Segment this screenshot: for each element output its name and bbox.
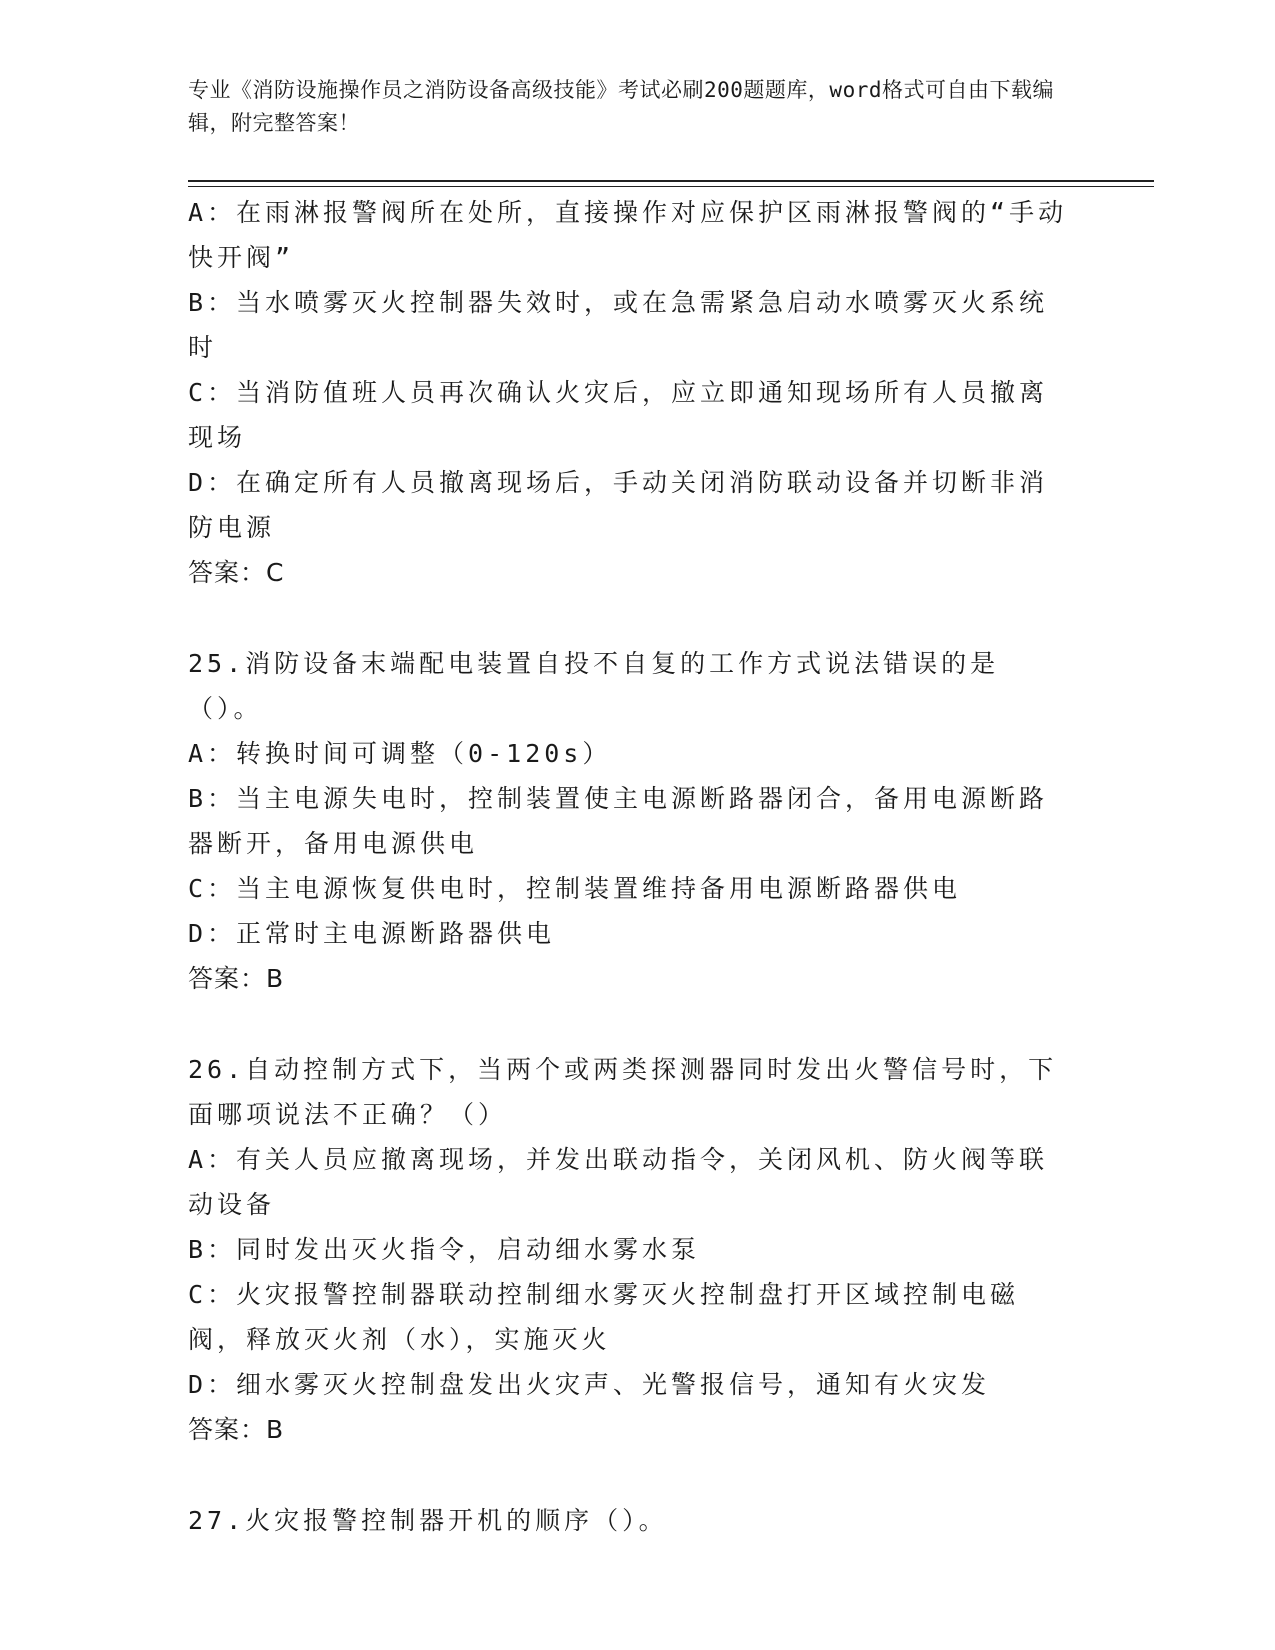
question-block-26 bbox=[188, 1047, 1070, 1452]
question-text: 25.消防设备末端配电装置自投不自复的工作方式说法错误的是（）。 bbox=[188, 649, 1000, 723]
answer-label: 答案：C bbox=[188, 558, 285, 587]
option-d: D：在确定所有人员撤离现场后，手动关闭消防联动设备并切断非消防电源 bbox=[188, 468, 1049, 542]
question-block-25 bbox=[188, 641, 1070, 1001]
question-block-24 bbox=[188, 190, 1070, 595]
option-a: A：有关人员应撤离现场，并发出联动指令，关闭风机、防火阀等联动设备 bbox=[188, 1145, 1049, 1219]
option-c: C：当消防值班人员再次确认火灾后，应立即通知现场所有人员撤离现场 bbox=[188, 378, 1049, 452]
question-block-27 bbox=[188, 1498, 1070, 1543]
header-divider-thick bbox=[188, 180, 1154, 182]
option-c: C：火灾报警控制器联动控制细水雾灭火控制盘打开区域控制电磁阀，释放灭火剂（水），实施灭火 bbox=[188, 1280, 1020, 1354]
page-header: 专业《消防设施操作员之消防设备高级技能》考试必刷200题题库，word格式可自由下载编辑，附完整答案！ bbox=[188, 78, 1054, 135]
question-text: 26.自动控制方式下，当两个或两类探测器同时发出火警信号时，下面哪项说法不正确？（） bbox=[188, 1055, 1058, 1129]
question-list bbox=[188, 190, 1070, 1543]
option-b: B：当主电源失电时，控制装置使主电源断路器闭合，备用电源断路器断开，备用电源供电 bbox=[188, 784, 1049, 858]
option-b: B：同时发出灭火指令，启动细水雾水泵 bbox=[188, 1235, 701, 1264]
spacer bbox=[188, 595, 1070, 641]
header-divider-thin bbox=[188, 186, 1154, 187]
question-text: 27.火灾报警控制器开机的顺序（）。 bbox=[188, 1506, 668, 1535]
option-d: D：正常时主电源断路器供电 bbox=[188, 919, 556, 948]
option-c: C：当主电源恢复供电时，控制装置维持备用电源断路器供电 bbox=[188, 874, 962, 903]
option-a: A：转换时间可调整（0-120s） bbox=[188, 739, 612, 768]
spacer bbox=[188, 1001, 1070, 1047]
answer-label: 答案：B bbox=[188, 964, 285, 993]
spacer bbox=[188, 1452, 1070, 1498]
option-d: D：细水雾灭火控制盘发出火灾声、光警报信号，通知有火灾发 bbox=[188, 1370, 991, 1399]
option-b: B：当水喷雾灭火控制器失效时，或在急需紧急启动水喷雾灭火系统时 bbox=[188, 288, 1049, 362]
option-a: A：在雨淋报警阀所在处所，直接操作对应保护区雨淋报警阀的“手动快开阀” bbox=[188, 198, 1068, 272]
answer-label: 答案：B bbox=[188, 1415, 285, 1444]
